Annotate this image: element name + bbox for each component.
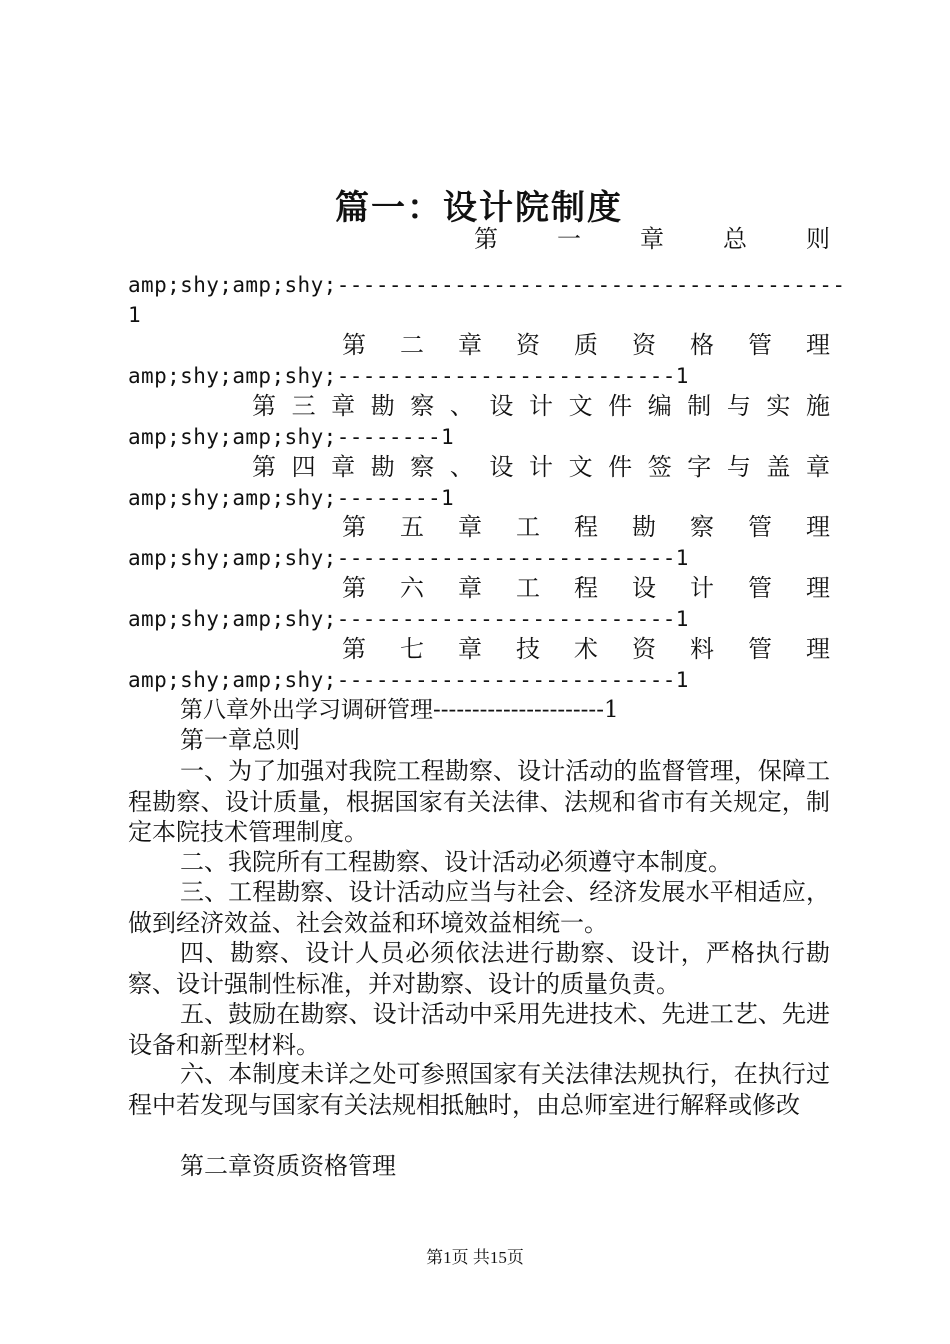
toc-heading-1: 第一章总则 [474,225,830,253]
toc-heading-6: 第六章工程设计管理 [342,574,830,602]
toc-leader-1: amp;shy;amp;shy;--------------------------------------- [128,273,846,297]
toc-entry-8: 第八章外出学习调研管理----------------------1 [180,697,619,723]
paragraph-3: 三、工程勘察、设计活动应当与社会、经济发展水平相适应，做到经济效益、社会效益和环境效益相统一。 [128,878,830,937]
paragraph-2: 二、我院所有工程勘察、设计活动必须遵守本制度。 [180,848,732,876]
document-title: 篇一：设计院制度 [335,188,623,228]
toc-leader-6: amp;shy;amp;shy;--------------------------1 [128,607,689,631]
toc-page-1: 1 [128,303,142,327]
paragraph-5: 五、鼓励在勘察、设计活动中采用先进技术、先进工艺、先进设备和新型材料。 [128,1000,830,1059]
paragraph-4: 四、勘察、设计人员必须依法进行勘察、设计，严格执行勘察、设计强制性标准，并对勘察、设计的质量负责。 [128,939,830,998]
toc-heading-3: 第三章勘察、设计文件编制与实施 [252,392,830,420]
toc-leader-7: amp;shy;amp;shy;--------------------------1 [128,668,689,692]
toc-leader-3: amp;shy;amp;shy;--------1 [128,425,455,449]
chapter-heading-2: 第二章资质资格管理 [180,1152,396,1180]
toc-heading-4: 第四章勘察、设计文件签字与盖章 [252,453,830,481]
page-footer: 第1页 共15页 [426,1248,524,1267]
toc-heading-5: 第五章工程勘察管理 [342,513,830,541]
toc-leader-2: amp;shy;amp;shy;--------------------------1 [128,364,689,388]
paragraph-1: 一、为了加强对我院工程勘察、设计活动的监督管理，保障工程勘察、设计质量，根据国家有关法律、法规和省市有关规定，制定本院技术管理制度。 [128,757,830,846]
chapter-heading: 第一章总则 [180,726,300,754]
paragraph-6: 六、本制度未详之处可参照国家有关法律法规执行，在执行过程中若发现与国家有关法规相抵触时，由总师室进行解释或修改 [128,1060,830,1119]
toc-heading-2: 第二章资质资格管理 [342,331,830,359]
toc-leader-4: amp;shy;amp;shy;--------1 [128,486,455,510]
toc-heading-7: 第七章技术资料管理 [342,635,830,663]
document-page [128,0,846,1344]
toc-leader-5: amp;shy;amp;shy;--------------------------1 [128,546,689,570]
